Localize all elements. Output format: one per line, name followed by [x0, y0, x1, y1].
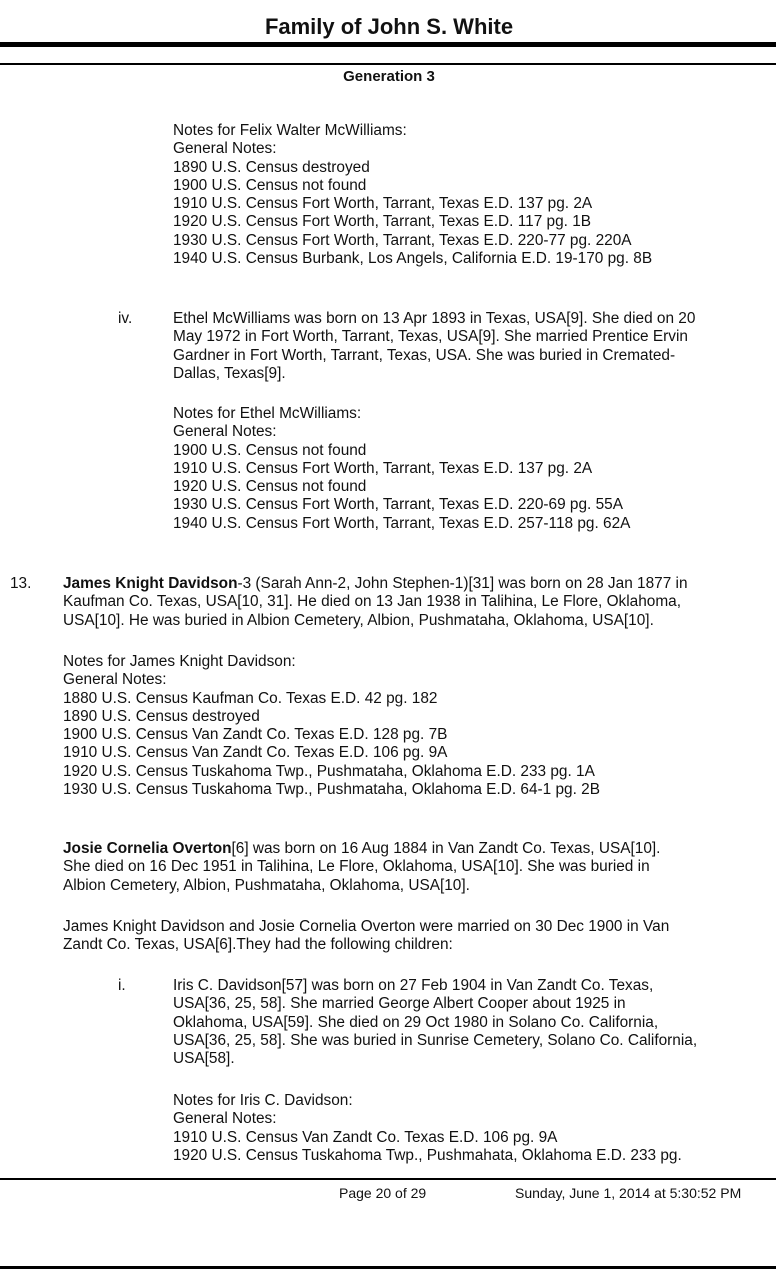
child-number: i. [118, 977, 126, 994]
notes-subheading: General Notes: [173, 140, 277, 158]
notes-line: 1940 U.S. Census Burbank, Los Angels, California E.D. 19-170 pg. 8B [173, 250, 653, 268]
notes-line: 1900 U.S. Census not found [173, 176, 367, 194]
entry-text: -3 (Sarah Ann-2, John Stephen-1)[31] was born on 28 Jan 1877 in [237, 575, 688, 592]
notes-line: 1920 U.S. Census Tuskahoma Twp., Pushmahata, Oklahoma E.D. 233 pg. [173, 1146, 682, 1164]
notes-line: 1890 U.S. Census destroyed [173, 158, 370, 176]
james-entry [63, 575, 688, 630]
entry-text: [6] was born on 16 Aug 1884 in Van Zandt Co. Texas, USA[10]. [231, 840, 661, 857]
entry-line: Iris C. Davidson[57] was born on 27 Feb 1904 in Van Zandt Co. Texas, [173, 977, 654, 994]
child-number: iv. [118, 310, 133, 327]
iris-entry [173, 977, 697, 1068]
notes-line: 1880 U.S. Census Kaufman Co. Texas E.D. 42 pg. 182 [63, 689, 438, 707]
notes-line: 1910 U.S. Census Van Zandt Co. Texas E.D. 106 pg. 9A [173, 1128, 558, 1146]
notes-subheading: General Notes: [173, 423, 277, 441]
notes-line: 1930 U.S. Census Fort Worth, Tarrant, Texas E.D. 220-69 pg. 55A [173, 496, 623, 514]
marriage-entry [63, 918, 669, 955]
print-date: Sunday, June 1, 2014 at 5:30:52 PM [515, 1185, 742, 1201]
entry-line: USA[36, 25, 58]. She was buried in Sunrise Cemetery, Solano Co. California, [173, 1031, 698, 1049]
footer-rule [0, 1178, 776, 1180]
notes-heading: Notes for James Knight Davidson: [63, 653, 296, 670]
entry-line: USA[58]. [173, 1050, 235, 1068]
generation-heading: Generation 3 [343, 68, 435, 85]
document-title: Family of John S. White [264, 14, 514, 39]
notes-line: 1940 U.S. Census Fort Worth, Tarrant, Texas E.D. 257-118 pg. 62A [173, 514, 631, 532]
page-number: Page 20 of 29 [339, 1185, 427, 1201]
header-rule-thick [0, 42, 776, 47]
notes-line: 1920 U.S. Census not found [173, 478, 367, 496]
entry-line: May 1972 in Fort Worth, Tarrant, Texas, USA[9]. She married Prentice Ervin [173, 328, 688, 346]
entry-line: USA[36, 25, 58]. She married George Albert Cooper about 1925 in [173, 995, 626, 1013]
spouse-name: Josie Cornelia Overton [63, 840, 232, 857]
felix-notes [173, 122, 652, 268]
notes-line: 1930 U.S. Census Fort Worth, Tarrant, Texas E.D. 220-77 pg. 220A [173, 231, 632, 249]
notes-heading: Notes for Iris C. Davidson: [173, 1092, 353, 1109]
notes-line: 1910 U.S. Census Fort Worth, Tarrant, Texas E.D. 137 pg. 2A [173, 459, 593, 477]
notes-line: 1900 U.S. Census not found [173, 441, 367, 459]
person-name: James Knight Davidson [63, 575, 238, 592]
entry-line: Ethel McWilliams was born on 13 Apr 1893 in Texas, USA[9]. She died on 20 [173, 310, 696, 327]
bottom-rule [0, 1266, 776, 1269]
entry-line: USA[10]. He was buried in Albion Cemetery, Albion, Pushmataha, Oklahoma, USA[10]. [63, 611, 654, 629]
entry-line: Zandt Co. Texas, USA[6].They had the following children: [63, 936, 453, 954]
entry-line: Oklahoma, USA[59]. She died on 29 Oct 1980 in Solano Co. California, [173, 1013, 659, 1031]
notes-subheading: General Notes: [173, 1110, 277, 1128]
entry-line: Kaufman Co. Texas, USA[10, 31]. He died on 13 Jan 1938 in Talihina, Le Flore, Oklahoma, [63, 593, 681, 611]
ethel-notes [173, 405, 630, 533]
entry-line: She died on 16 Dec 1951 in Talihina, Le Flore, Oklahoma, USA[10]. She was buried in [63, 858, 650, 876]
iris-notes [173, 1092, 682, 1165]
josie-entry [63, 840, 660, 895]
notes-line: 1890 U.S. Census destroyed [63, 707, 260, 725]
notes-subheading: General Notes: [63, 671, 167, 689]
notes-line: 1900 U.S. Census Van Zandt Co. Texas E.D. 128 pg. 7B [63, 726, 448, 744]
entry-line: Albion Cemetery, Albion, Pushmataha, Oklahoma, USA[10]. [63, 876, 470, 894]
entry-line [63, 575, 688, 593]
header-rule-thin [0, 63, 776, 65]
notes-line: 1920 U.S. Census Tuskahoma Twp., Pushmataha, Oklahoma E.D. 233 pg. 1A [63, 762, 595, 780]
notes-line: 1920 U.S. Census Fort Worth, Tarrant, Texas E.D. 117 pg. 1B [173, 213, 592, 231]
entry-line [63, 840, 660, 858]
entry-line: James Knight Davidson and Josie Cornelia Overton were married on 30 Dec 1900 in Van [63, 918, 670, 935]
ethel-entry [173, 310, 695, 383]
james-notes [63, 653, 600, 799]
person-number: 13. [10, 575, 32, 592]
notes-heading: Notes for Ethel McWilliams: [173, 405, 362, 422]
notes-line: 1910 U.S. Census Fort Worth, Tarrant, Texas E.D. 137 pg. 2A [173, 195, 593, 213]
notes-heading: Notes for Felix Walter McWilliams: [173, 122, 407, 139]
notes-line: 1910 U.S. Census Van Zandt Co. Texas E.D. 106 pg. 9A [63, 744, 448, 762]
notes-line: 1930 U.S. Census Tuskahoma Twp., Pushmataha, Oklahoma E.D. 64-1 pg. 2B [63, 781, 600, 799]
entry-line: Dallas, Texas[9]. [173, 364, 286, 382]
entry-line: Gardner in Fort Worth, Tarrant, Texas, USA. She was buried in Cremated- [173, 346, 676, 364]
